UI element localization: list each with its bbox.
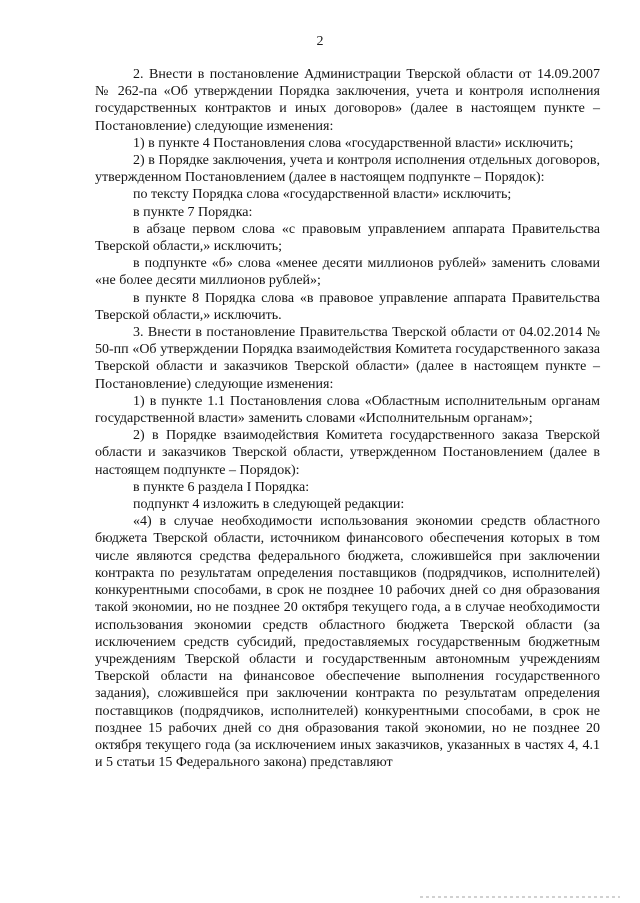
paragraph-item-3: 3. Внести в постановление Правительства Тверской области от 04.02.2014 № 50-пп «Об утверждении Порядка взаимодействия Комитета государственного заказа Тверской области и заказчиков Тверской области» (далее в настоящем пункте – Постановление) следующие изменения: (95, 325, 600, 392)
document-body (95, 66, 600, 771)
paragraph-text: в абзаце первом слова «с правовым управлением аппарата Правительства Тверской области,» исключить; (95, 221, 600, 255)
subparagraph-2-1: 1) в пункте 4 Постановления слова «государственной власти» исключить; (133, 135, 574, 151)
paragraph-text: в подпункте «б» слова «менее десяти миллионов рублей» заменить словами «не более десяти миллионов рублей»; (95, 256, 600, 289)
subparagraph-3-1: 1) в пункте 1.1 Постановления слова «Областным исполнительным органам государственной власти» заменить словами «Исполнительным органам»; (95, 393, 600, 427)
paragraph-text: подпункт 4 изложить в следующей редакции: (133, 497, 405, 513)
paragraph-item-2: 2. Внести в постановление Администрации Тверской области от 14.09.2007 № 262-па «Об утверждении Порядка заключения, учета и контроля исполнения государственных контрактов и иных договоров» (далее в настоящем пункте – Постановление) следующие изменения: (95, 67, 600, 134)
subparagraph-2-2: 2) в Порядке заключения, учета и контроля исполнения отдельных договоров, утвержденном Постановлением (далее в настоящем подпункте – Порядок): (95, 153, 600, 186)
paragraph-text: в пункте 7 Порядка: (133, 204, 253, 220)
paragraph-text: в пункте 8 Порядка слова «в правовое управление аппарата Правительства Тверской области,» исключить. (95, 290, 600, 323)
quoted-subparagraph-4: «4) в случае необходимости использования экономии средств областного бюджета Тверской области, источником финансового обеспечения которых в том числе являются средства федерального бюджета, сложившейся при заключении контракта по результатам определения поставщиков (подрядчиков, исполнителей) конкурентными способами, в срок не позднее 10 рабочих дней со дня образования такой экономии, но не позднее 20 октября текущего года, а в случае необходимости использования экономии средств областного бюджета Тверской области (за исключением средств субсидий, предоставляемых государственным бюджетным учреждениям Тверской области и государственным автономным учреждениям Тверской области на финансовое обеспечение выполнения государственного задания), сложившейся при заключении контракта по результатам определения поставщиков (подрядчиков, исполнителей) конкурентными способами, в срок не позднее 15 рабочих дней со дня образования такой экономии, но не позднее 20 октября текущего года (за исключением иных заказчиков, указанных в частях 4, 4.1 и 5 статьи 15 Федерального закона) представляют (95, 514, 600, 771)
page-number: 2 (316, 34, 324, 49)
paragraph-text: по тексту Порядка слова «государственной власти» исключить; (133, 187, 512, 203)
paragraph-text: в пункте 6 раздела I Порядка: (133, 479, 310, 495)
scan-artifact (420, 896, 620, 898)
subparagraph-3-2: 2) в Порядке взаимодействия Комитета государственного заказа Тверской области и заказчиков Тверской области, утвержденном Постановлением (далее в настоящем подпункте – Порядок): (95, 428, 600, 478)
